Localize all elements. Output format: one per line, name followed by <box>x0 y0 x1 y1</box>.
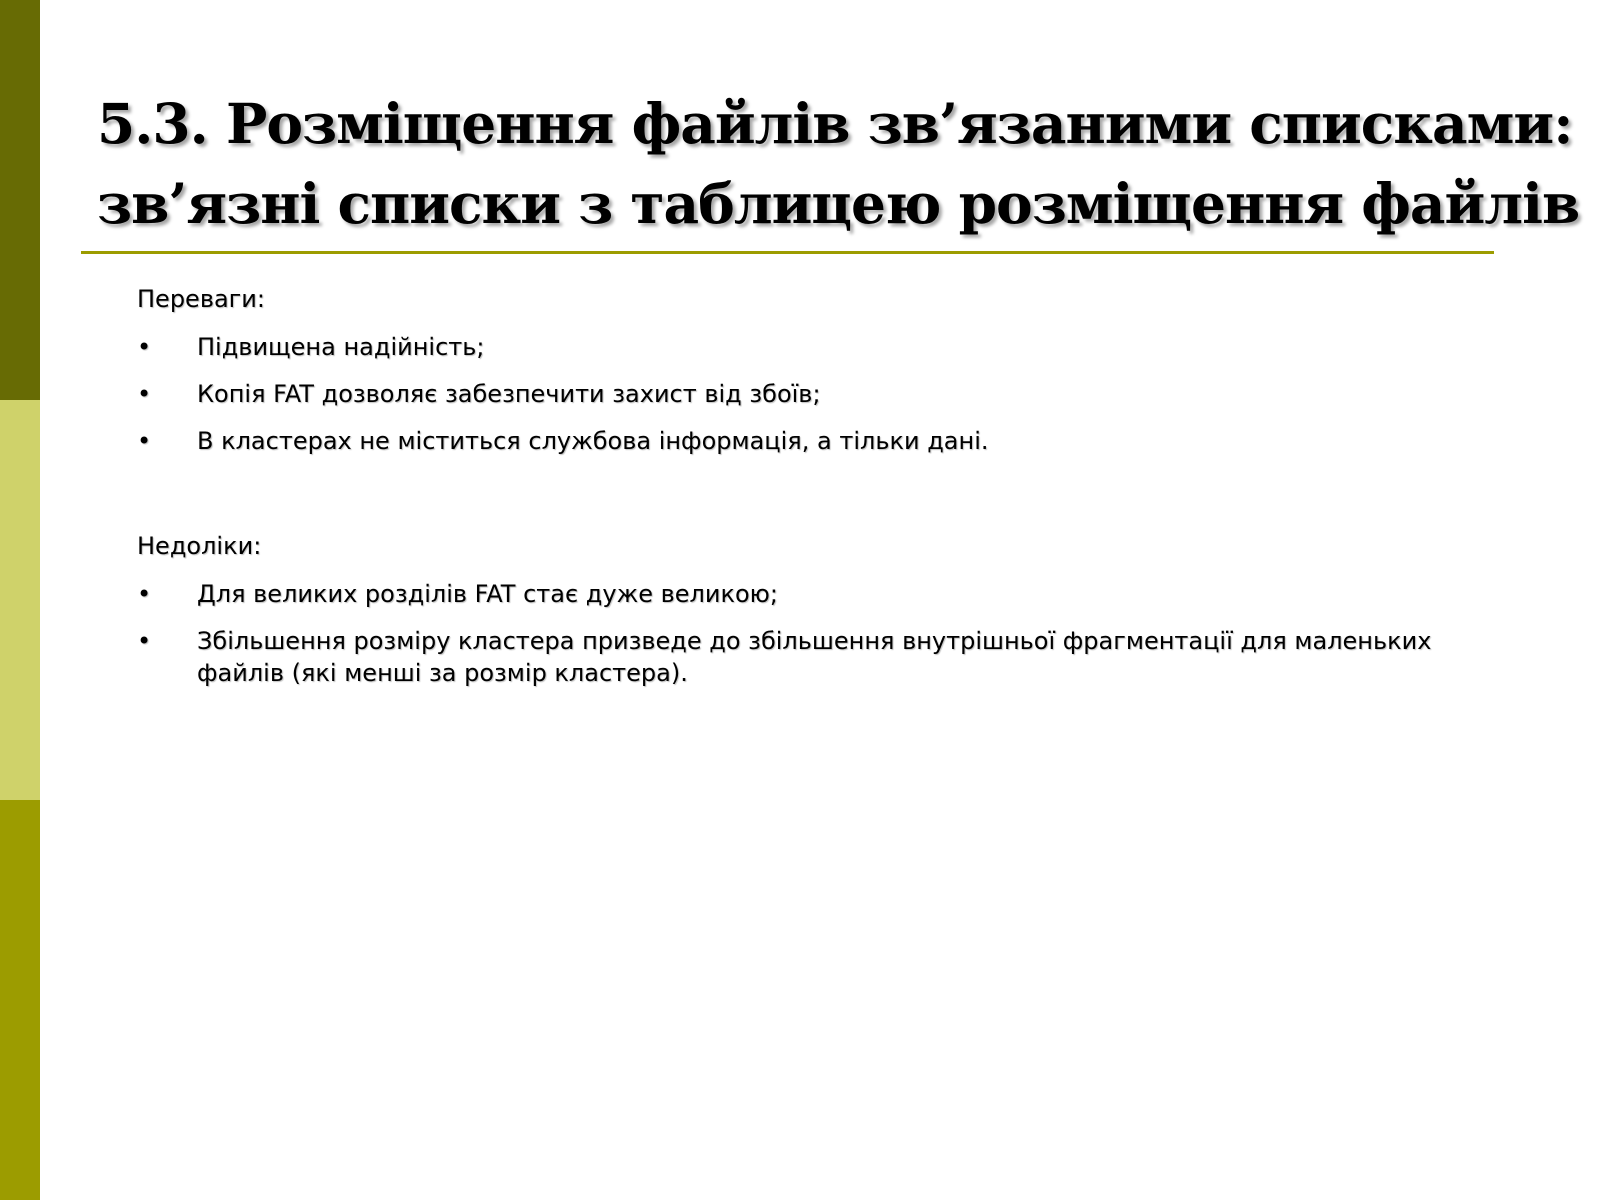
bullet-icon: • <box>137 580 152 608</box>
bullet-icon: • <box>137 333 152 361</box>
side-bar-bottom <box>0 800 40 1200</box>
list-item <box>137 625 1477 689</box>
advantages-list <box>137 331 1477 457</box>
list-item-text: В кластерах не міститься службова інформація, а тільки дані. <box>197 427 989 455</box>
list-item-text: Для великих розділів FAT стає дуже великою; <box>197 580 778 608</box>
list-item-text: Збільшення розміру кластера призведе до збільшення внутрішньої фрагментації для маленьких файлів (які менші за розмір кластера). <box>197 627 1432 687</box>
list-item <box>137 378 1477 410</box>
section-spacer <box>137 457 1477 529</box>
advantages-heading: Переваги: <box>137 285 265 313</box>
bullet-icon: • <box>137 380 152 408</box>
slide-title-line-2: зв’язні списки з таблицею розміщення файлів <box>97 171 1580 236</box>
title-divider <box>81 251 1494 254</box>
list-item <box>137 578 1477 610</box>
side-bar-top <box>0 0 40 400</box>
slide-content <box>137 282 1477 689</box>
list-item <box>137 425 1477 457</box>
slide-title <box>97 84 1580 244</box>
list-item <box>137 331 1477 363</box>
side-bar-middle <box>0 400 40 800</box>
bullet-icon: • <box>137 427 152 455</box>
bullet-icon: • <box>137 627 152 655</box>
disadvantages-list <box>137 578 1477 689</box>
disadvantages-heading: Недоліки: <box>137 532 262 560</box>
list-item-text: Підвищена надійність; <box>197 333 485 361</box>
list-item-text: Копія FAT дозволяє забезпечити захист від збоїв; <box>197 380 821 408</box>
slide-title-line-1: 5.3. Розміщення файлів зв’язаними списками: <box>97 91 1573 156</box>
